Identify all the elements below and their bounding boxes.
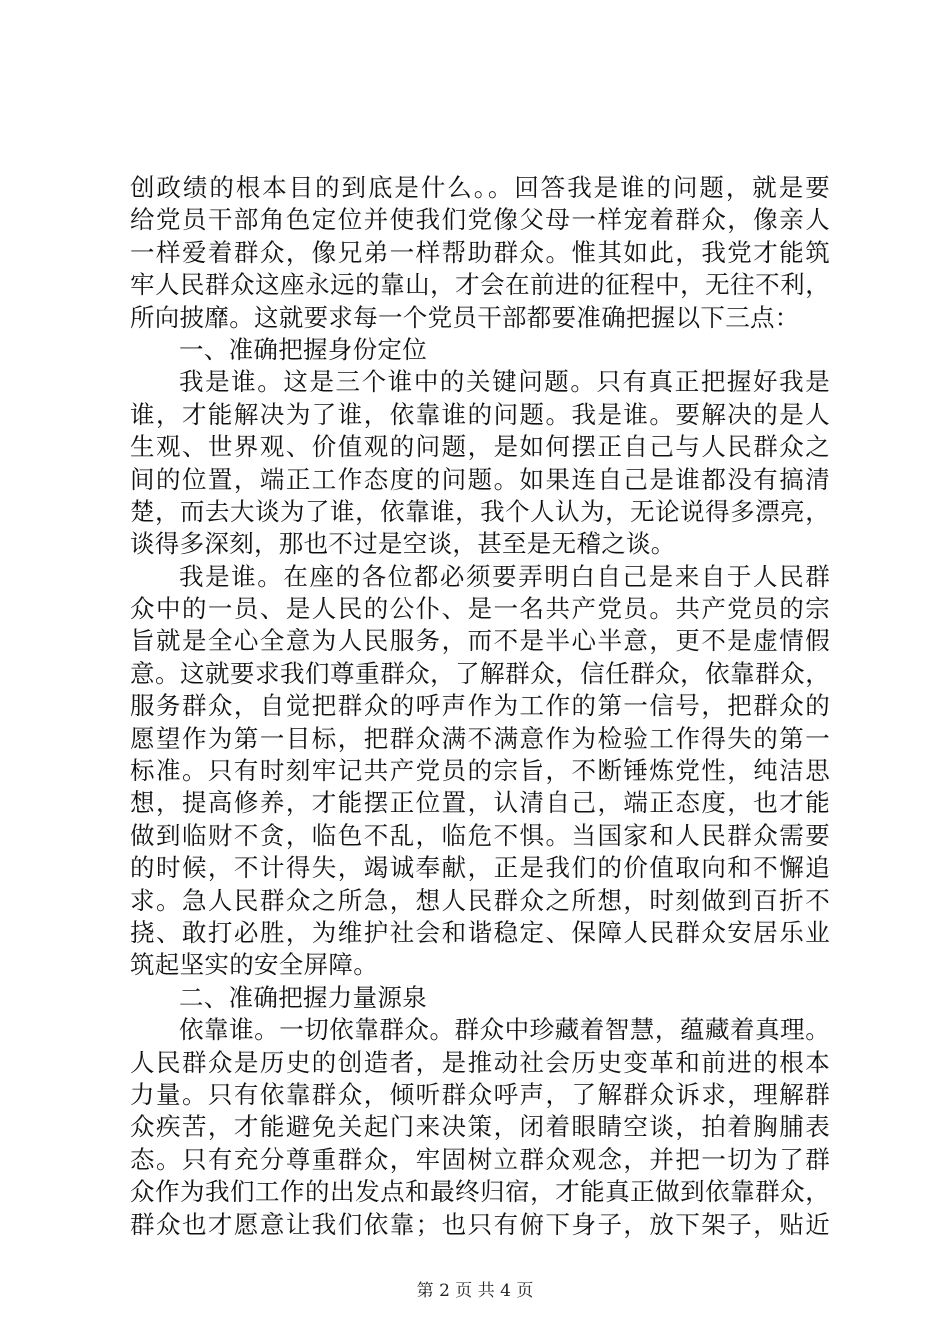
text-line: 一、准确把握身份定位 bbox=[179, 334, 427, 364]
text-line: 间的位置，端正工作态度的问题。如果连自己是谁都没有搞清 bbox=[130, 464, 830, 494]
text-line: 依靠谁。一切依靠群众。群众中珍藏着智慧，蕴藏着真理。 bbox=[179, 1015, 830, 1045]
text-line: 创政绩的根本目的到底是什么。。回答我是谁的问题，就是要 bbox=[130, 173, 830, 202]
text-line: 所向披靡。这就要求每一个党员干部都要准确把握以下三点： bbox=[130, 302, 800, 332]
paragraph bbox=[130, 172, 830, 334]
section-heading bbox=[130, 334, 830, 366]
paragraph bbox=[130, 1014, 830, 1241]
text-line: 愿望作为第一目标，把群众满不满意作为检验工作得失的第一 bbox=[130, 723, 830, 753]
text-line: 人民群众是历史的创造者，是推动社会历史变革和前进的根本 bbox=[130, 1047, 830, 1077]
text-line: 意。这就要求我们尊重群众，了解群众，信任群众，依靠群众， bbox=[130, 658, 830, 688]
page-footer: 第 2 页 共 4 页 bbox=[416, 1281, 534, 1301]
text-line: 筑起坚实的安全屏障。 bbox=[130, 950, 378, 980]
text-line: 的时候，不计得失，竭诚奉献，正是我们的价值取向和不懈追 bbox=[130, 853, 830, 883]
text-line: 我是谁。这是三个谁中的关键问题。只有真正把握好我是 bbox=[179, 367, 830, 397]
text-line: 挠、敢打必胜，为维护社会和谐稳定、保障人民群众安居乐业 bbox=[130, 917, 830, 947]
text-line: 标准。只有时刻牢记共产党员的宗旨，不断锤炼党性，纯洁思 bbox=[130, 756, 830, 786]
section-heading bbox=[130, 982, 830, 1014]
document-body bbox=[130, 172, 830, 1241]
text-line: 群众也才愿意让我们依靠；也只有俯下身子，放下架子，贴近 bbox=[130, 1209, 830, 1239]
text-line: 求。急人民群众之所急，想人民群众之所想，时刻做到百折不 bbox=[130, 885, 830, 915]
text-line: 力量。只有依靠群众，倾听群众呼声，了解群众诉求，理解群 bbox=[130, 1079, 830, 1109]
text-line: 二、准确把握力量源泉 bbox=[179, 982, 427, 1012]
text-line: 态。只有充分尊重群众，牢固树立群众观念，并把一切为了群 bbox=[130, 1144, 830, 1174]
text-line: 想，提高修养，才能摆正位置，认清自己，端正态度，也才能 bbox=[130, 788, 830, 818]
text-line: 谁，才能解决为了谁，依靠谁的问题。我是谁。要解决的是人 bbox=[130, 399, 830, 429]
text-line: 谈得多深刻，那也不过是空谈，甚至是无稽之谈。 bbox=[130, 529, 676, 559]
paragraph bbox=[130, 561, 830, 982]
text-line: 我是谁。在座的各位都必须要弄明白自己是来自于人民群 bbox=[179, 561, 830, 591]
text-line: 服务群众，自觉把群众的呼声作为工作的第一信号，把群众的 bbox=[130, 691, 830, 721]
text-line: 一样爱着群众，像兄弟一样帮助群众。惟其如此，我党才能筑 bbox=[130, 237, 830, 267]
text-line: 牢人民群众这座永远的靠山，才会在前进的征程中，无往不利， bbox=[130, 270, 830, 300]
text-line: 众作为我们工作的出发点和最终归宿，才能真正做到依靠群众， bbox=[130, 1177, 830, 1207]
text-line: 旨就是全心全意为人民服务，而不是半心半意，更不是虚情假 bbox=[130, 626, 830, 656]
paragraph bbox=[130, 366, 830, 560]
text-line: 生观、世界观、价值观的问题，是如何摆正自己与人民群众之 bbox=[130, 432, 830, 462]
text-line: 做到临财不贪，临色不乱，临危不惧。当国家和人民群众需要 bbox=[130, 820, 830, 850]
text-line: 楚，而去大谈为了谁，依靠谁，我个人认为，无论说得多漂亮， bbox=[130, 496, 830, 526]
text-line: 给党员干部角色定位并使我们党像父母一样宠着群众，像亲人 bbox=[130, 205, 830, 235]
text-line: 众中的一员、是人民的公仆、是一名共产党员。共产党员的宗 bbox=[130, 594, 830, 624]
text-line: 众疾苦，才能避免关起门来决策，闭着眼睛空谈，拍着胸脯表 bbox=[130, 1112, 830, 1142]
